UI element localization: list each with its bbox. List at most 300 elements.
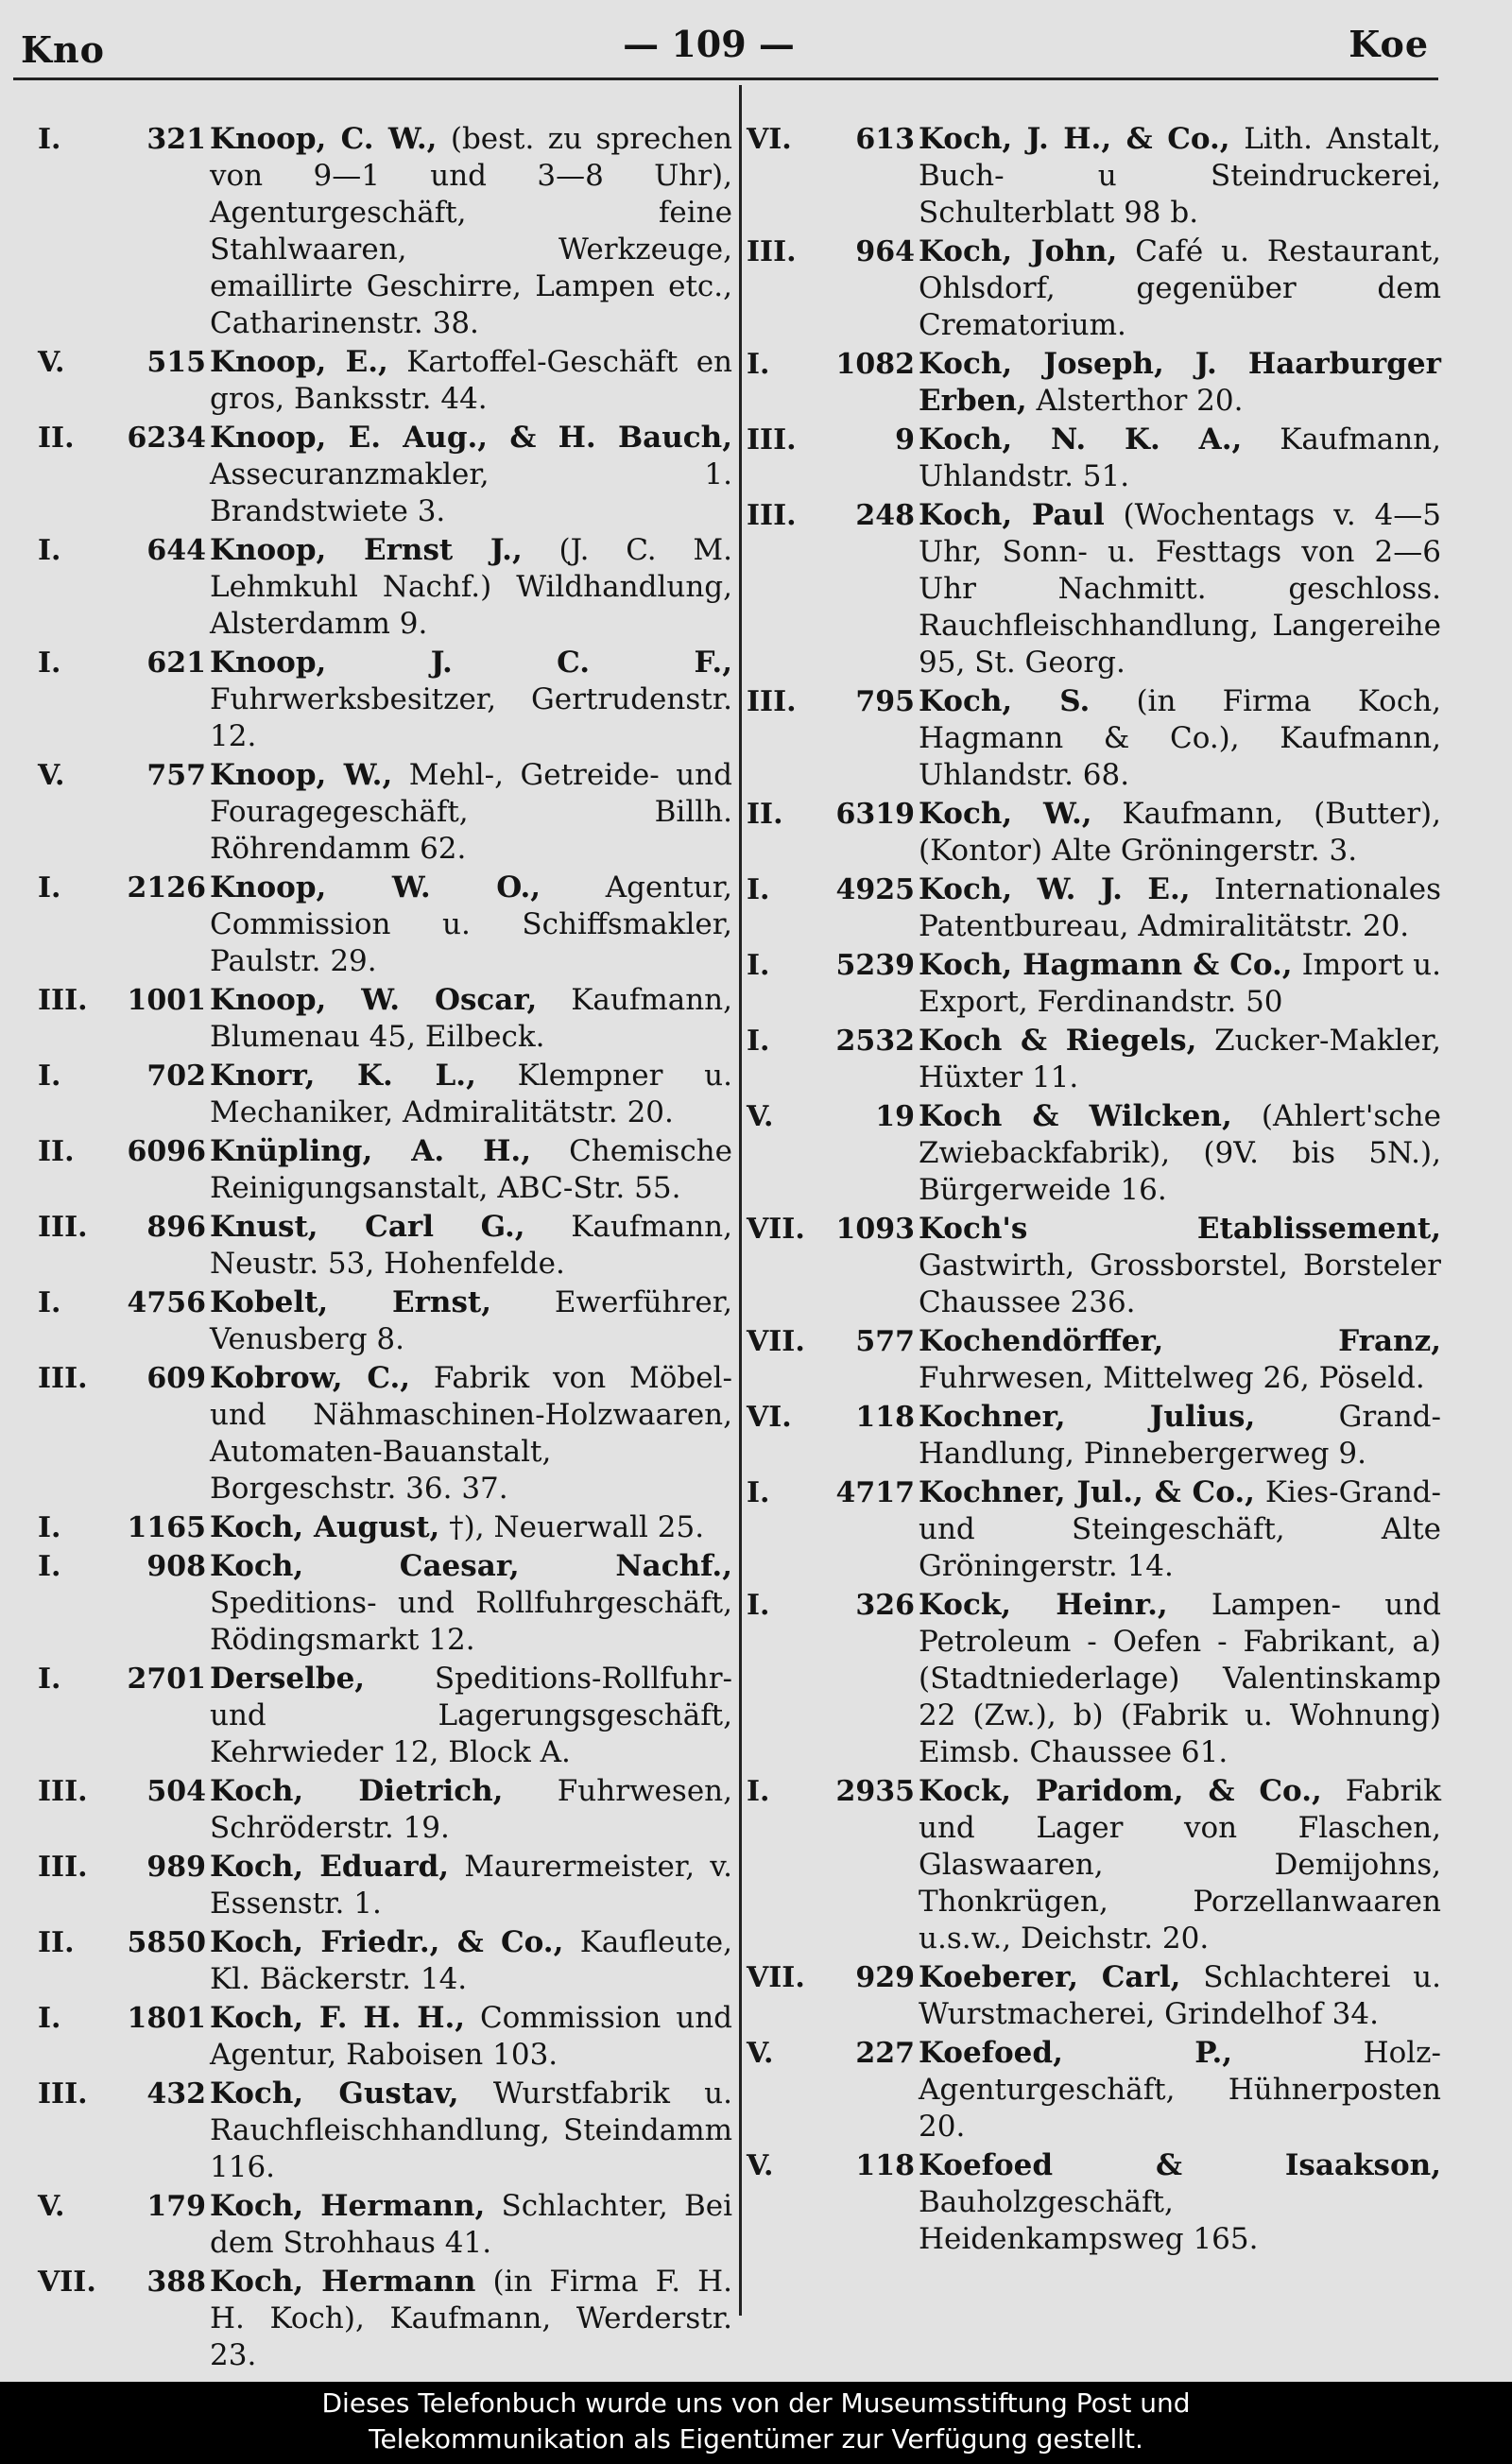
footer-line-1: Dieses Telefonbuch wurde uns von der Museumsstiftung Post und [321, 2387, 1191, 2419]
exchange-district: I. [38, 871, 61, 905]
line-number: 644 [146, 534, 206, 567]
subscriber-name: Koch, Hermann [210, 2265, 476, 2299]
subscriber-details: Gastwirth, Grossborstel, Borsteler Chaussee 236. [919, 1249, 1441, 1319]
subscriber-details: Fabrik von Möbel- und Nähmaschinen-Holzwaaren, Automaten-Bauanstalt, Borgeschstr. 36. 37. [210, 1361, 732, 1506]
phone-number [747, 1399, 919, 1436]
directory-entry [747, 1098, 1441, 1209]
exchange-district: VI. [747, 123, 792, 156]
directory-entry [38, 1360, 732, 1508]
subscriber-details: Café u. Restaurant, Ohlsdorf, gegenüber dem Crematorium. [919, 234, 1441, 342]
entry-text [919, 121, 1441, 232]
subscriber-details: Grand-Handlung, Pinnebergerweg 9. [919, 1400, 1441, 1471]
subscriber-name: Kobelt, Ernst, [210, 1285, 492, 1319]
directory-entry [747, 947, 1441, 1021]
phone-number [38, 1209, 210, 1246]
subscriber-details: Fabrik und Lager von Flaschen, Glaswaaren, Demijohns, Thonkrügen, Porzellanwaaren u.s.w., Deichstr. 20. [919, 1774, 1441, 1956]
header-range-end: Koe [1349, 23, 1429, 65]
line-number: 5239 [835, 949, 915, 982]
subscriber-details: Schlachterei u. Wurstmacherei, Grindelhof 34. [919, 1960, 1441, 2031]
subscriber-details: (in Firma F. H. H. Koch), Kaufmann, Werderstr. 23. [210, 2265, 733, 2372]
directory-entry [747, 1773, 1441, 1957]
subscriber-details: Kaufmann, Blumenau 45, Eilbeck. [210, 983, 732, 1054]
entry-text [210, 1209, 732, 1283]
subscriber-name: Kobrow, C., [210, 1361, 411, 1395]
phone-number [38, 1360, 210, 1397]
phone-number [38, 532, 210, 569]
entry-text [210, 757, 732, 868]
entry-text [210, 2000, 732, 2074]
exchange-district: I. [38, 1663, 61, 1696]
entry-text [210, 1284, 732, 1358]
entry-text [919, 1959, 1441, 2033]
entry-text [919, 422, 1441, 495]
subscriber-details: Fuhrwesen, Schröderstr. 19. [210, 1774, 732, 1845]
phone-number [747, 1474, 919, 1511]
phone-number [38, 1924, 210, 1961]
phone-number [747, 1773, 919, 1810]
subscriber-name: Koch, Friedr., & Co., [210, 1925, 564, 1959]
exchange-district: V. [747, 1100, 774, 1133]
exchange-district: III. [747, 499, 797, 532]
entry-text [210, 645, 732, 755]
exchange-district: III. [747, 423, 797, 457]
line-number: 6234 [127, 422, 206, 455]
header-rule [13, 78, 1438, 80]
subscriber-details: Schlachter, Bei dem Strohhaus 41. [210, 2189, 732, 2260]
entry-text [919, 1098, 1441, 1209]
phone-number [747, 1959, 919, 1996]
phone-number [38, 2000, 210, 2037]
exchange-district: I. [747, 348, 770, 381]
subscriber-name: Knoop, W. Oscar, [210, 983, 538, 1017]
exchange-district: I. [38, 1511, 61, 1544]
directory-entry [38, 757, 732, 868]
directory-entry [38, 2188, 732, 2262]
subscriber-name: Knoop, J. C. F., [210, 646, 732, 680]
line-number: 504 [146, 1775, 206, 1808]
line-number: 4756 [127, 1286, 206, 1319]
exchange-district: I. [38, 534, 61, 567]
directory-entry [38, 1548, 732, 1659]
entry-text [210, 1360, 732, 1508]
directory-entry [38, 121, 732, 342]
exchange-district: VII. [747, 1325, 805, 1358]
phone-number [38, 1773, 210, 1810]
subscriber-name: Koch, Paul [919, 498, 1105, 532]
subscriber-name: Koefoed, P., [919, 2036, 1233, 2070]
exchange-district: III. [38, 1851, 88, 1884]
subscriber-name: Koch, Gustav, [210, 2076, 459, 2111]
subscriber-name: Koch, August, [210, 1510, 440, 1544]
exchange-district: VII. [747, 1213, 805, 1246]
directory-entry [747, 1587, 1441, 1771]
subscriber-details: †), Neuerwall 25. [439, 1510, 705, 1544]
line-number: 795 [855, 685, 915, 718]
directory-entry [38, 1058, 732, 1131]
exchange-district: III. [38, 1775, 88, 1808]
page-number: — 109 — [623, 23, 795, 65]
entry-text [210, 121, 732, 342]
subscriber-details: Kaufmann, Neustr. 53, Hohenfelde. [210, 1210, 732, 1281]
entry-text [919, 497, 1441, 681]
line-number: 613 [855, 123, 915, 156]
phone-number [38, 420, 210, 457]
exchange-district: II. [38, 422, 75, 455]
subscriber-name: Koch, Eduard, [210, 1850, 450, 1884]
directory-entry [747, 796, 1441, 870]
subscriber-details: Import u. Export, Ferdinandstr. 50 [919, 948, 1441, 1019]
phone-number [38, 1548, 210, 1585]
subscriber-name: Koch, Hagmann & Co., [919, 948, 1293, 982]
subscriber-name: Knüpling, A. H., [210, 1134, 531, 1168]
exchange-district: I. [747, 873, 770, 906]
entry-text [210, 2076, 732, 2186]
phone-number [38, 870, 210, 906]
line-number: 702 [146, 1060, 206, 1093]
exchange-district: V. [747, 2037, 774, 2070]
subscriber-details: Lampen- und Petroleum - Oefen - Fabrikant, a) (Stadtniederlage) Valentinskamp 22 (Zw.), b) (Fabrik u. Wohnung) Eimsb. Chaussee 61. [919, 1588, 1442, 1769]
exchange-district: I. [38, 2002, 61, 2035]
directory-entry [747, 121, 1441, 232]
subscriber-name: Knoop, C. W., [210, 122, 438, 156]
phone-number [747, 2147, 919, 2184]
entry-text [210, 870, 732, 980]
subscriber-details: Speditions- und Rollfuhrgeschäft, Rödingsmarkt 12. [210, 1586, 732, 1657]
entry-text [210, 2264, 732, 2374]
subscriber-details: Holz-Agenturgeschäft, Hühnerposten 20. [919, 2036, 1441, 2144]
entry-text [919, 1399, 1441, 1473]
subscriber-name: Knoop, E. Aug., & H. Bauch, [210, 421, 732, 455]
subscriber-name: Koch, John, [919, 234, 1118, 268]
directory-entry [38, 2000, 732, 2074]
entry-text [210, 1924, 732, 1998]
phone-number [747, 346, 919, 383]
exchange-district: VII. [747, 1961, 805, 1994]
subscriber-name: Koch, Dietrich, [210, 1774, 504, 1808]
entry-text [919, 346, 1441, 420]
subscriber-name: Koch, Joseph, J. Haarburger Erben, [919, 347, 1441, 418]
directory-entry [38, 1924, 732, 1998]
entry-text [919, 233, 1441, 344]
exchange-district: I. [747, 1775, 770, 1808]
line-number: 6096 [127, 1135, 206, 1168]
entry-text [919, 1474, 1441, 1585]
subscriber-details: Chemische Reinigungsanstalt, ABC-Str. 55. [210, 1134, 732, 1205]
line-number: 2935 [835, 1775, 915, 1808]
directory-entry [38, 2076, 732, 2186]
phone-number [38, 1058, 210, 1094]
directory-entry [38, 982, 732, 1056]
subscriber-details: Fuhrwerksbesitzer, Gertrudenstr. 12. [210, 682, 732, 753]
exchange-district: I. [38, 646, 61, 680]
phone-number [38, 1849, 210, 1886]
line-number: 515 [146, 346, 206, 379]
subscriber-name: Koch, Caesar, Nachf., [210, 1549, 732, 1583]
line-number: 6319 [835, 798, 915, 831]
subscriber-details: Kaufmann, Uhlandstr. 51. [919, 422, 1441, 493]
subscriber-details: Assecuranzmakler, 1. Brandstwiete 3. [210, 457, 732, 528]
phone-number [747, 796, 919, 833]
subscriber-name: Knoop, W. O., [210, 870, 541, 905]
subscriber-details: Fuhrwesen, Mittelweg 26, Pöseld. [919, 1361, 1425, 1395]
phone-number [38, 645, 210, 681]
line-number: 248 [855, 499, 915, 532]
entry-text [210, 1661, 732, 1771]
line-number: 908 [146, 1550, 206, 1583]
directory-entry [747, 1211, 1441, 1321]
subscriber-name: Koch, W., [919, 797, 1092, 831]
directory-entry [747, 1023, 1441, 1096]
line-number: 1093 [835, 1213, 915, 1246]
line-number: 2532 [835, 1025, 915, 1058]
exchange-district: II. [38, 1135, 75, 1168]
subscriber-details: (Ahlert'sche Zwiebackfabrik), (9V. bis 5N.), Bürgerweide 16. [919, 1099, 1441, 1207]
phone-number [38, 982, 210, 1019]
column-divider [739, 85, 742, 2316]
line-number: 326 [855, 1589, 915, 1622]
directory-entry [38, 344, 732, 418]
exchange-district: I. [38, 1060, 61, 1093]
subscriber-details: Maurermeister, v. Essenstr. 1. [210, 1850, 732, 1921]
entry-text [210, 1849, 732, 1922]
entry-text [919, 1773, 1441, 1957]
directory-entry [747, 1323, 1441, 1397]
phone-number [747, 871, 919, 908]
directory-entry [38, 2264, 732, 2374]
exchange-district: I. [747, 949, 770, 982]
exchange-district: V. [38, 759, 65, 792]
subscriber-name: Kochner, Julius, [919, 1400, 1256, 1434]
directory-entry [747, 2147, 1441, 2258]
entry-text [919, 683, 1441, 794]
phone-number [747, 947, 919, 984]
subscriber-details: Klempner u. Mechaniker, Admiralitätstr. 20. [210, 1059, 732, 1129]
subscriber-name: Knoop, Ernst J., [210, 533, 523, 567]
phone-number [38, 1509, 210, 1546]
line-number: 757 [146, 759, 206, 792]
line-number: 179 [146, 2190, 206, 2223]
exchange-district: VI. [747, 1401, 792, 1434]
entry-text [919, 1211, 1441, 1321]
footer-note [0, 2382, 1512, 2464]
subscriber-name: Knorr, K. L., [210, 1059, 476, 1093]
directory-entry [747, 1399, 1441, 1473]
directory-entry [747, 422, 1441, 495]
footer-line-2: Telekommunikation als Eigentümer zur Verfügung gestellt. [369, 2423, 1143, 2455]
subscriber-details: Kartoffel-Geschäft en gros, Banksstr. 44. [210, 345, 733, 416]
subscriber-details: Zucker-Makler, Hüxter 11. [919, 1024, 1442, 1094]
line-number: 118 [855, 2149, 915, 2182]
line-number: 432 [146, 2077, 206, 2111]
entry-text [210, 1509, 732, 1546]
subscriber-name: Koch, Hermann, [210, 2189, 486, 2223]
directory-entry [38, 1209, 732, 1283]
entry-text [210, 982, 732, 1056]
phone-number [38, 757, 210, 794]
subscriber-name: Kock, Heinr., [919, 1588, 1168, 1622]
exchange-district: VII. [38, 2266, 96, 2299]
exchange-district: I. [38, 1550, 61, 1583]
subscriber-name: Koefoed & Isaakson, [919, 2148, 1441, 2182]
line-number: 388 [146, 2266, 206, 2299]
phone-number [747, 1323, 919, 1360]
directory-entry [38, 1661, 732, 1771]
phone-number [747, 2035, 919, 2072]
exchange-district: V. [747, 2149, 774, 2182]
phone-number [747, 1023, 919, 1060]
subscriber-details: Mehl-, Getreide- und Fouragegeschäft, Billh. Röhrendamm 62. [210, 758, 732, 866]
subscriber-name: Kochendörffer, Franz, [919, 1324, 1441, 1358]
entry-text [210, 344, 732, 418]
line-number: 989 [146, 1851, 206, 1884]
exchange-district: III. [38, 984, 88, 1017]
line-number: 1801 [127, 2002, 206, 2035]
subscriber-details: Kaufleute, Kl. Bäckerstr. 14. [210, 1925, 732, 1996]
line-number: 929 [855, 1961, 915, 1994]
exchange-district: III. [747, 235, 797, 268]
entry-text [919, 2035, 1441, 2145]
subscriber-details: Lith. Anstalt, Buch- u Steindruckerei, Schulterblatt 98 b. [919, 122, 1441, 230]
exchange-district: V. [38, 2190, 65, 2223]
subscriber-name: Derselbe, [210, 1662, 366, 1696]
entry-text [210, 532, 732, 643]
subscriber-name: Knoop, E., [210, 345, 388, 379]
phone-number [38, 2076, 210, 2112]
entry-text [210, 1058, 732, 1131]
directory-entry [38, 1849, 732, 1922]
subscriber-details: Agentur, Commission u. Schiffsmakler, Paulstr. 29. [210, 870, 732, 978]
line-number: 19 [875, 1100, 915, 1133]
line-number: 1001 [127, 984, 206, 1017]
subscriber-details: Commission und Agentur, Raboisen 103. [210, 2001, 732, 2072]
entry-text [210, 1773, 732, 1847]
subscriber-details: Alsterthor 20. [1026, 384, 1244, 418]
subscriber-details: Bauholzgeschäft, Heidenkampsweg 165. [919, 2185, 1259, 2256]
line-number: 321 [146, 123, 206, 156]
subscriber-name: Koch, F. H. H., [210, 2001, 466, 2035]
directory-entry [38, 420, 732, 530]
line-number: 118 [855, 1401, 915, 1434]
exchange-district: I. [38, 123, 61, 156]
directory-entry [38, 1509, 732, 1546]
entry-text [919, 1023, 1441, 1096]
subscriber-details: Speditions-Rollfuhr- und Lagerungsgeschäft, Kehrwieder 12, Block A. [210, 1662, 732, 1769]
subscriber-name: Koch's Etablissement, [919, 1212, 1441, 1246]
subscriber-name: Koch, N. K. A., [919, 422, 1243, 457]
line-number: 621 [146, 646, 206, 680]
subscriber-details: Internationales Patentbureau, Admiralitätstr. 20. [919, 872, 1441, 943]
subscriber-name: Koch & Wilcken, [919, 1099, 1232, 1133]
subscriber-name: Koch, W. J. E., [919, 872, 1191, 906]
line-number: 964 [855, 235, 915, 268]
subscriber-details: Ewerführer, Venusberg 8. [210, 1285, 732, 1356]
subscriber-name: Knust, Carl G., [210, 1210, 525, 1244]
directory-entry [38, 1284, 732, 1358]
line-number: 609 [146, 1362, 206, 1395]
header-range-start: Kno [21, 28, 106, 71]
exchange-district: II. [747, 798, 783, 831]
phone-number [38, 1133, 210, 1170]
line-number: 9 [895, 423, 915, 457]
directory-entry [747, 2035, 1441, 2145]
page-header [0, 0, 1512, 95]
exchange-district: V. [38, 346, 65, 379]
exchange-district: III. [38, 1362, 88, 1395]
subscriber-details: (best. zu sprechen von 9—1 und 3—8 Uhr), Agenturgeschäft, feine Stahlwaaren, Werkzeuge, emaillirte Geschirre, Lampen etc., Catharinenstr. 38. [210, 122, 733, 340]
entry-text [919, 1323, 1441, 1397]
entry-text [210, 1548, 732, 1659]
subscriber-details: Kies-Grand- und Steingeschäft, Alte Gröningerstr. 14. [919, 1475, 1441, 1583]
subscriber-name: Kock, Paridom, & Co., [919, 1774, 1322, 1808]
entry-text [919, 871, 1441, 945]
line-number: 2126 [127, 871, 206, 905]
directory-entry [38, 532, 732, 643]
phone-number [38, 344, 210, 381]
directory-entry [747, 683, 1441, 794]
directory-entry [38, 645, 732, 755]
directory-entry [38, 870, 732, 980]
directory-entry [747, 233, 1441, 344]
directory-entry [747, 1474, 1441, 1585]
phone-number [38, 2188, 210, 2225]
exchange-district: I. [747, 1025, 770, 1058]
line-number: 1165 [127, 1511, 206, 1544]
phone-number [747, 121, 919, 158]
exchange-district: III. [38, 1211, 88, 1244]
phone-number [747, 422, 919, 458]
subscriber-details: (J. C. M. Lehmkuhl Nachf.) Wildhandlung, Alsterdamm 9. [210, 533, 732, 641]
exchange-district: III. [38, 2077, 88, 2111]
line-number: 1082 [835, 348, 915, 381]
subscriber-details: (in Firma Koch, Hagmann & Co.), Kaufmann, Uhlandstr. 68. [919, 684, 1442, 792]
exchange-district: I. [747, 1476, 770, 1509]
directory-entry [38, 1773, 732, 1847]
subscriber-name: Knoop, W., [210, 758, 393, 792]
line-number: 4925 [835, 873, 915, 906]
line-number: 577 [855, 1325, 915, 1358]
phone-number [38, 2264, 210, 2300]
subscriber-details: (Wochentags v. 4—5 Uhr, Sonn- u. Festtags von 2—6 Uhr Nachmitt. geschloss. Rauchfleischhandlung, Langereihe 95, St. Georg. [919, 498, 1441, 680]
phone-number [38, 1284, 210, 1321]
phone-number [747, 497, 919, 534]
phone-number [747, 233, 919, 270]
entry-text [919, 796, 1441, 870]
directory-entry [38, 1133, 732, 1207]
phone-number [747, 1587, 919, 1624]
entry-text [919, 947, 1441, 1021]
line-number: 5850 [127, 1926, 206, 1959]
entry-text [919, 1587, 1441, 1771]
line-number: 4717 [835, 1476, 915, 1509]
subscriber-name: Koch, J. H., & Co., [919, 122, 1230, 156]
line-number: 2701 [127, 1663, 206, 1696]
exchange-district: III. [747, 685, 797, 718]
entry-text [210, 420, 732, 530]
right-column [747, 121, 1441, 2260]
subscriber-name: Koeberer, Carl, [919, 1960, 1181, 1994]
left-column [38, 121, 732, 2376]
directory-entry [747, 346, 1441, 420]
subscriber-details: Wurstfabrik u. Rauchfleischhandlung, Steindamm 116. [210, 2076, 732, 2184]
phone-number [38, 1661, 210, 1697]
subscriber-name: Koch, S. [919, 684, 1091, 718]
directory-entry [747, 871, 1441, 945]
entry-text [210, 1133, 732, 1207]
directory-entry [747, 497, 1441, 681]
subscriber-name: Koch & Riegels, [919, 1024, 1197, 1058]
subscriber-name: Kochner, Jul., & Co., [919, 1475, 1255, 1509]
exchange-district: II. [38, 1926, 75, 1959]
